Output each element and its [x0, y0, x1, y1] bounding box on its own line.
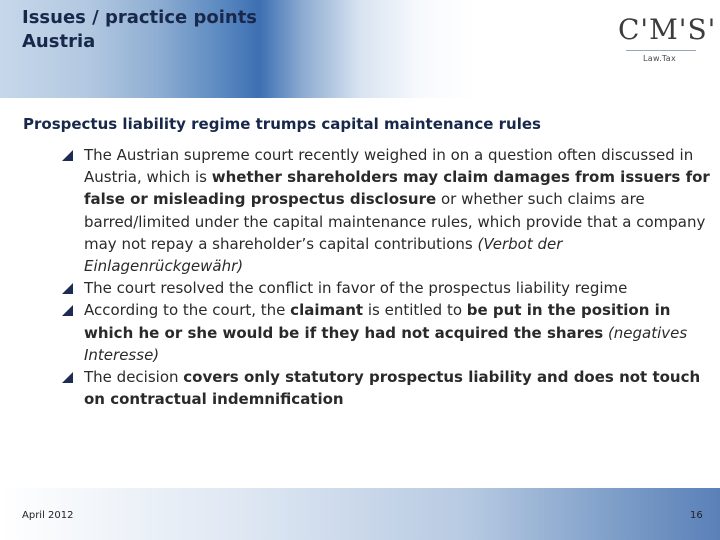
triangle-bullet-icon	[62, 372, 73, 383]
bullet-text: The Austrian supreme court recently weighed in on a question often discussed in Austria, which is	[84, 146, 694, 187]
triangle-bullet-icon	[62, 305, 73, 316]
footer-band	[0, 488, 720, 540]
triangle-bullet-icon	[62, 150, 73, 161]
bullet-item	[62, 277, 712, 299]
page-number: 16	[690, 510, 703, 521]
bullet-text: or whether such claims are barred/limited under the capital maintenance rules, which provide that a company may not repay a shareholder’s capital contributions	[84, 190, 706, 253]
slide-title	[22, 6, 257, 54]
bullet-text: The court resolved the conflict in favor of the prospectus liability regime	[84, 279, 628, 298]
bullet-text: According to the court, the	[84, 301, 291, 320]
bullet-item	[62, 366, 712, 410]
bullet-text: The decision	[84, 368, 184, 387]
slide-title-line-2: Austria	[22, 31, 96, 52]
cms-logo-rule	[626, 50, 696, 51]
triangle-bullet-icon	[62, 283, 73, 294]
bullet-bold-text: whether shareholders may claim damages from issuers for false or misleading prospectus disclosure	[84, 168, 710, 209]
cms-logo-tagline: Law.Tax	[643, 54, 677, 63]
bullet-italic-text: (negatives Interesse)	[84, 323, 688, 364]
bullet-italic-text: (Verbot der Einlagenrückgewähr)	[84, 234, 563, 276]
bullet-bold-text: covers only statutory prospectus liability and does not touch on contractual indemnification	[84, 368, 701, 409]
bullet-item	[62, 299, 712, 366]
bullet-text: is entitled to	[363, 301, 467, 320]
footer-date: April 2012	[22, 510, 74, 521]
bullet-list	[62, 144, 712, 410]
slide-subtitle: Prospectus liability regime trumps capital maintenance rules	[23, 115, 541, 133]
cms-logo-wordmark: C'M'S'	[618, 13, 717, 46]
slide-title-line-1: Issues / practice points	[22, 7, 258, 28]
bullet-bold-text: be put in the position in which he or she would be if they had not acquired the shares	[84, 301, 671, 342]
bullet-bold-text: claimant	[290, 301, 364, 320]
cms-logo	[618, 13, 717, 74]
bullet-item	[62, 144, 712, 277]
